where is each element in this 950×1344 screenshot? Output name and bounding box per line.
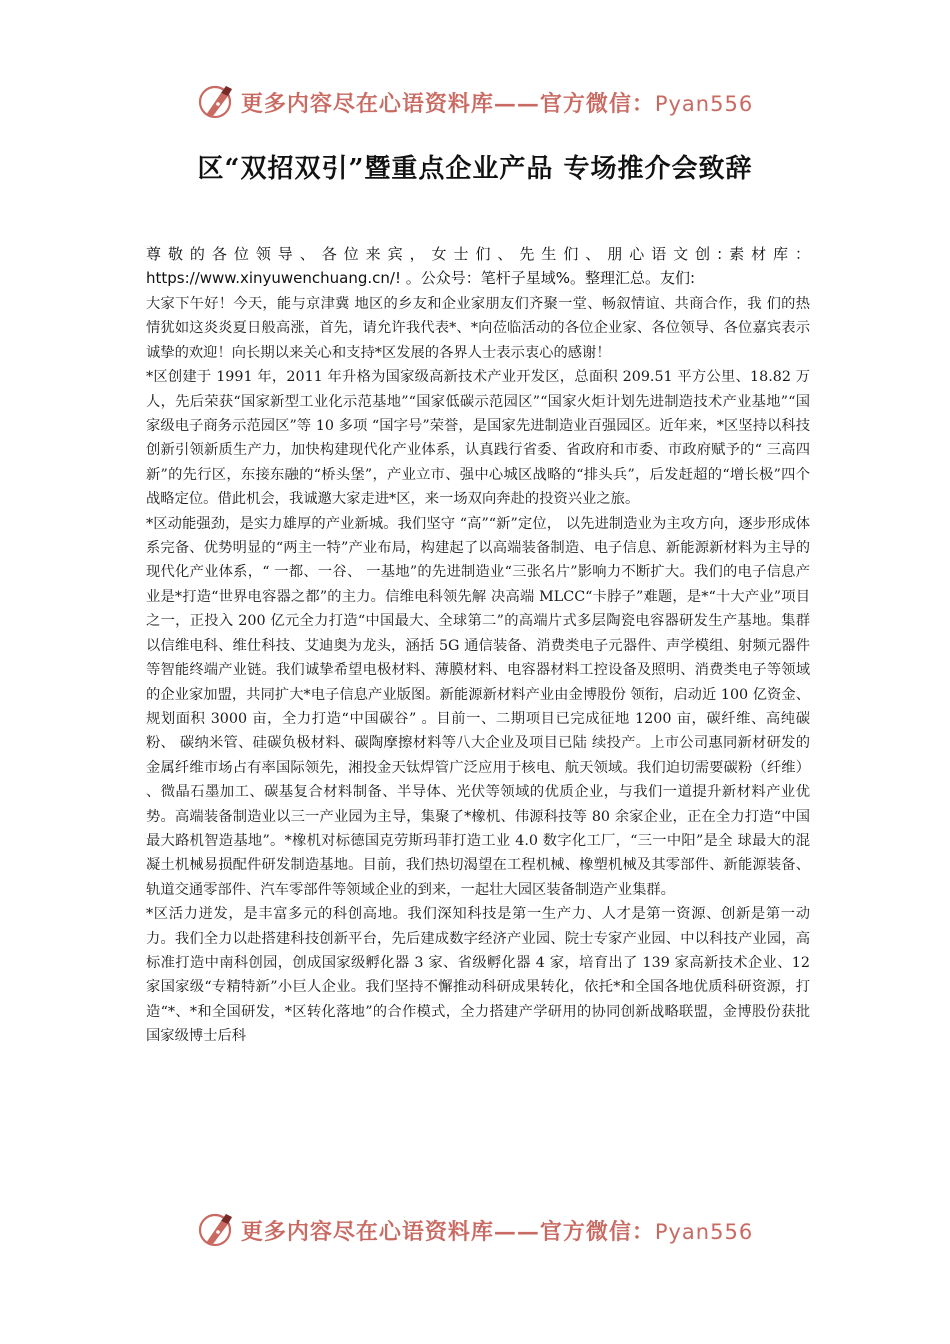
paragraph-industry: *区动能强劲，是实力雄厚的产业新城。我们坚守 “高”“新”定位， 以先进制造业为主攻方向，逐步形成体系完备、优势明显的“两主一特”产业布局，构建起了以高端装备制造、电子信息、新能源新材料为主导的现代化产业体系，“ 一都、一谷、 一基地”的先进制造业“三张名片”影响力不断扩大。我们的电子信息产业是*打造“世界电容器之都”的主力。信维电科领先解 决高端 MLCC“卡脖子”难题，是*“十大产业”项目之一，正投入 200 亿元全力打造“中国最大、全球第二”的高端片式多层陶瓷电容器研发生产基地。集群以信维电科、维仕科技、艾迪奥为龙头，涵括 5G 通信装备、消费类电子元器件、声学模组、射频元器件等智能终端产业链。我们诚挚希望电极材料、薄膜材料、电容器材料工控设备及照明、消费类电子等领域的企业家加盟，共同扩大*电子信息产业版图。新能源新材料产业由金博股份 领衔，启动近 100 亿资金、规划面积 3000 亩，全力打造“中国碳谷” 。目前一、二期项目已完成征地 1200 亩，碳纤维、高纯碳粉、 碳纳米管、硅碳负极材料、碳陶摩擦材料等八大企业及项目已陆 续投产。上市公司惠同新材研发的金属纤维市场占有率国际领先，湘投金天钛焊管广泛应用于核电、航天领域。我们迫切需要碳粉（纤维） 、微晶石墨加工、碳基复合材料制备、半导体、光伏等领域的优质企业，与我们一道提升新材料产业优势。高端装备制造业以三一产业园为主导，集聚了*橡机、伟源科技等 80 余家企业，正在全力打造“中国最大路机智造基地”。*橡机对标德国克劳斯玛菲打造工业 4.0 数字化工厂，“三一中阳”是全 球最大的混凝土机械易损配件研发制造基地。目前，我们热切渴望在工程机械、橡塑机械及其零部件、新能源装备、轨道交通零部件、汽车零部件等领域企业的到来，一起壮大园区装备制造产业集群。 <box>146 515 810 898</box>
paragraph-district-intro: *区创建于 1991 年，2011 年升格为国家级高新技术产业开发区，总面积 209.51 平方公里、18.82 万人，先后荣获“国家新型工业化示范基地”“国家低碳示范园区”“国家火炬计划先进制造技术产业基地”“国家级电子商务示范园区”等 10 多项 “国字号”荣誉，是国家先进制造业百强园区。近年来，*区坚持以科技创新引领新质生产力，加快构建现代化产业体系，认真践行省委、省政府和市委、市政府赋予的“ 三高四新”的先行区，东接东融的“桥头堡”，产业立市、强中心城区战略的“排头兵”，后发赶超的“增长极”四个战略定位。借此机会，我诚邀大家走进*区，来一场双向奔赴的投资兴业之旅。 <box>146 369 810 508</box>
watermark-handle: Pyan556 <box>654 1219 754 1244</box>
watermark-banner-top <box>0 80 950 124</box>
watermark-banner-bottom <box>0 1208 950 1252</box>
pen-nib-logo-icon <box>197 1210 237 1250</box>
greeting-line: 尊敬的各位领导、各位来宾，女士们、先生们、朋心语文创:素材库： https://www.xinyuwenchuang.cn/! 。公众号：笔杆子星域%。整理汇总。友们: <box>146 245 810 287</box>
watermark-text: 更多内容尽在心语资料库——官方微信：Pyan556 <box>240 1218 754 1245</box>
watermark-handle: Pyan556 <box>654 91 754 116</box>
paragraph-innovation: *区活力迸发，是丰富多元的科创高地。我们深知科技是第一生产力、人才是第一资源、创新是第一动力。我们全力以赴搭建科技创新平台，先后建成数字经济产业园、院士专家产业园、中以科技产业园，高标准打造中南科创园，创成国家级孵化器 3 家、省级孵化器 4 家，培育出了 139 家高新技术企业、12 家国家级“专精特新”小巨人企业。我们坚持不懈推动科研成果转化，依托*和全国各地优质科研资源，打造“*、*和全国研发，*区转化落地”的合作模式，全力搭建产学研用的协同创新战略联盟，金博股份获批国家级博士后科 <box>146 906 810 1045</box>
watermark-text: 更多内容尽在心语资料库——官方微信：Pyan556 <box>240 90 754 117</box>
document-body <box>146 242 810 1049</box>
paragraph-opening: 大家下午好！今天，能与京津冀 地区的乡友和企业家朋友们齐聚一堂、畅叙情谊、共商合作，我 们的热情犹如这炎炎夏日般高涨，首先，请允许我代表*、*向莅临活动的各位企业家、各位领导、各位嘉宾表示诚挚的欢迎！向长期以来关心和支持*区发展的各界人士表示衷心的感谢！ <box>146 296 810 361</box>
page-title: 区“双招双引”暨重点企业产品 专场推介会致辞 <box>197 154 753 184</box>
pen-nib-logo-icon <box>197 82 237 122</box>
